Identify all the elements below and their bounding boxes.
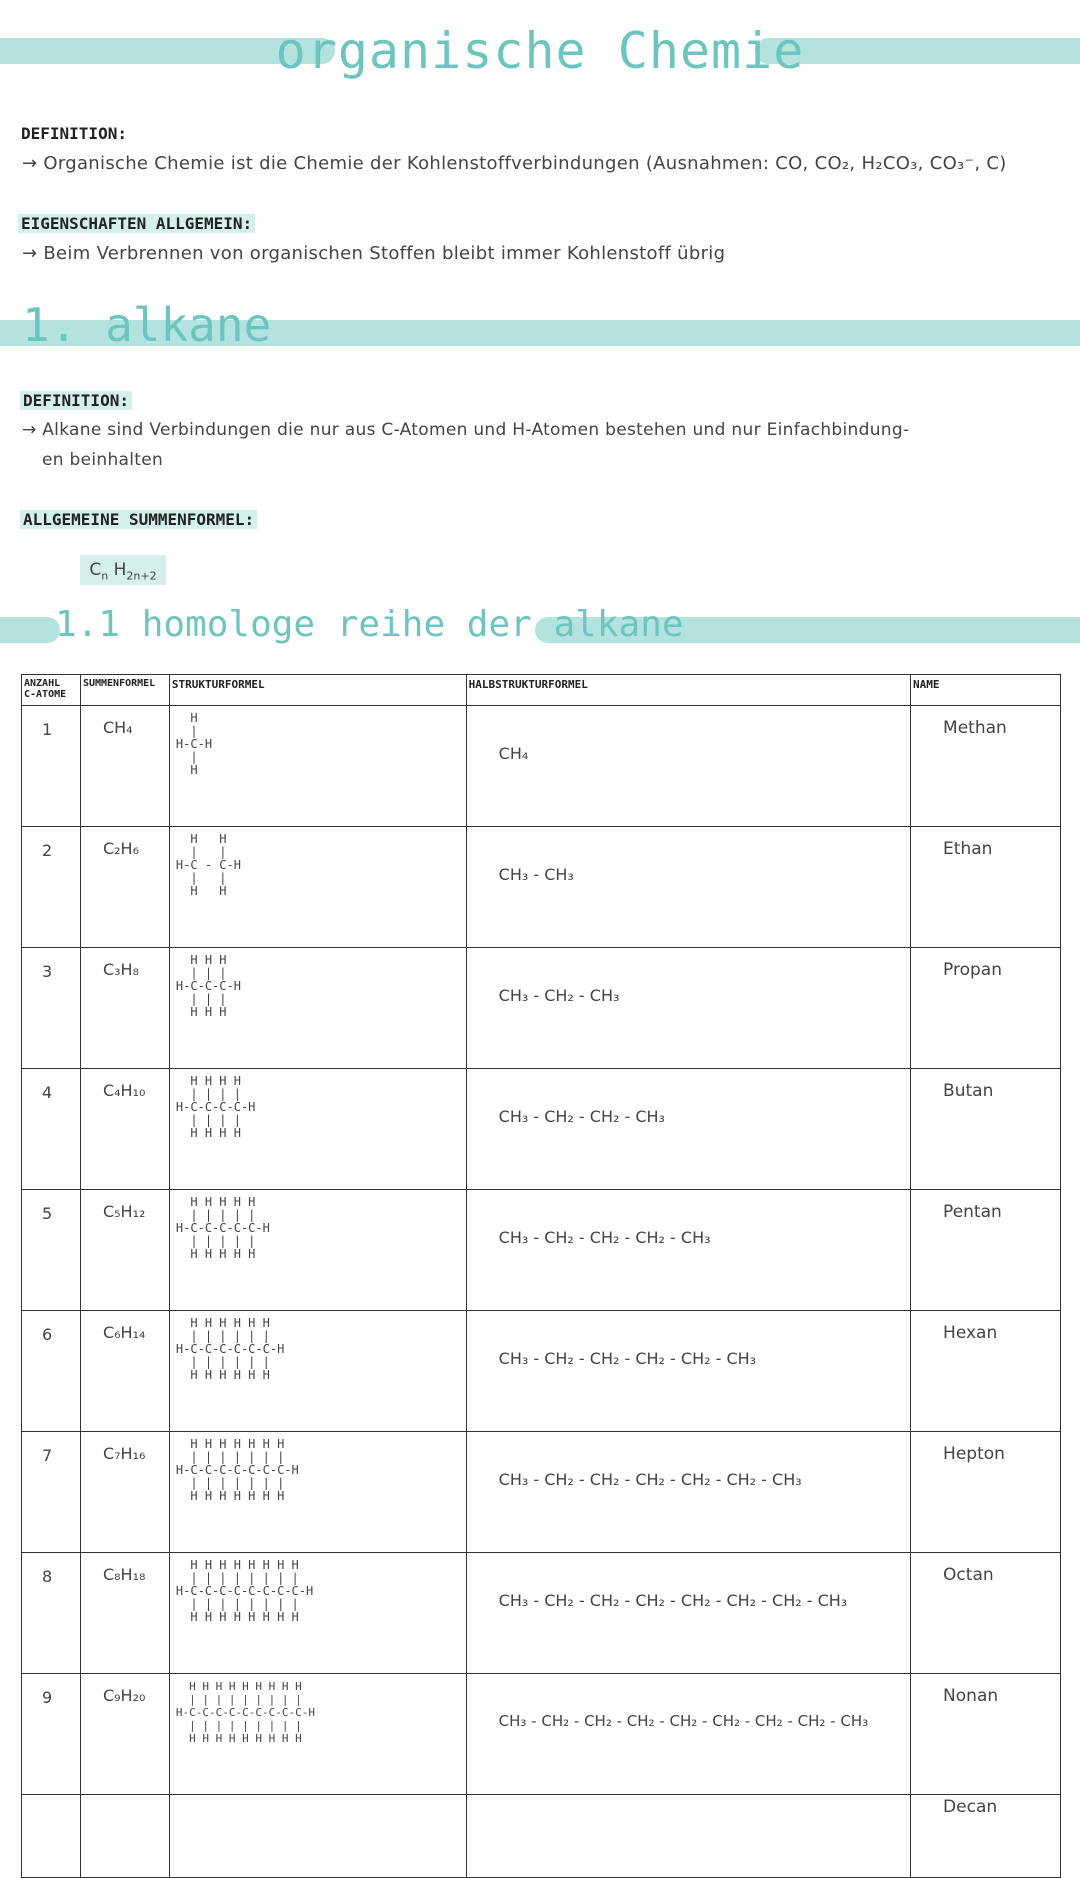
cell-strukturformel <box>169 1553 466 1674</box>
cell-halbstrukturformel: CH₃ - CH₂ - CH₂ - CH₂ - CH₂ - CH₂ - CH₂ - CH₃ <box>466 1553 910 1674</box>
cell-halbstrukturformel: CH₃ - CH₂ - CH₂ - CH₂ - CH₃ <box>466 1190 910 1311</box>
definition-label: DEFINITION: <box>21 124 127 143</box>
cell-halbstrukturformel: CH₃ - CH₂ - CH₂ - CH₂ - CH₂ - CH₃ <box>466 1311 910 1432</box>
strukturformel-text: H H H H | | | | H-C-C-C-C-H | | | | H H H H <box>175 1074 256 1140</box>
cell-strukturformel <box>169 1069 466 1190</box>
cell-halbstrukturformel: CH₃ - CH₂ - CH₂ - CH₂ - CH₂ - CH₂ - CH₃ <box>466 1432 910 1553</box>
table-row <box>22 1432 1061 1553</box>
cell-summenformel: C₅H₁₂ <box>80 1190 169 1311</box>
strukturformel-text: H H H H H | | | | | H-C-C-C-C-C-H | | | | | H H H H H <box>175 1195 270 1261</box>
cell-halbstrukturformel: CH₃ - CH₃ <box>466 827 910 948</box>
section11-heading: 1.1 homologe reihe der alkane <box>55 604 684 645</box>
cell-name: Decan <box>911 1795 1061 1878</box>
alkane-definition-line2: en beinhalten <box>42 450 164 470</box>
cell-summenformel: C₇H₁₆ <box>80 1432 169 1553</box>
cell-strukturformel <box>169 1311 466 1432</box>
cell-name: Hepton <box>911 1432 1061 1553</box>
cell-anzahl: 4 <box>22 1069 81 1190</box>
table-row <box>22 1674 1061 1795</box>
cell-halbstrukturformel: CH₄ <box>466 706 910 827</box>
cell-anzahl: 9 <box>22 1674 81 1795</box>
header-halbstrukturformel: HALBSTRUKTURFORMEL <box>466 675 910 706</box>
table-header-row <box>22 675 1061 706</box>
section1-heading: 1. alkane <box>22 298 272 352</box>
definition-text: → Organische Chemie ist die Chemie der Kohlenstoffverbindungen (Ausnahmen: CO, CO₂, H₂CO₃, CO₃⁻, C) <box>22 153 1007 174</box>
cell-name: Pentan <box>911 1190 1061 1311</box>
cell-anzahl: 2 <box>22 827 81 948</box>
cell-summenformel: C₉H₂₀ <box>80 1674 169 1795</box>
header-name: NAME <box>911 675 1061 706</box>
eigenschaften-label: EIGENSCHAFTEN ALLGEMEIN: <box>18 214 255 233</box>
cell-name: Hexan <box>911 1311 1061 1432</box>
cell-strukturformel <box>169 948 466 1069</box>
cell-anzahl: 1 <box>22 706 81 827</box>
cell-anzahl: 3 <box>22 948 81 1069</box>
summenformel-label: ALLGEMEINE SUMMENFORMEL: <box>20 510 257 529</box>
cell-halbstrukturformel: CH₃ - CH₂ - CH₃ <box>466 948 910 1069</box>
homologe-reihe-table <box>21 674 1061 1878</box>
cell-anzahl: 7 <box>22 1432 81 1553</box>
cell-name: Ethan <box>911 827 1061 948</box>
header-summenformel: SUMMENFORMEL <box>80 675 169 706</box>
alkane-definition-label: DEFINITION: <box>20 391 132 410</box>
cell-strukturformel <box>169 1674 466 1795</box>
table-row <box>22 1069 1061 1190</box>
cell-summenformel: CH₄ <box>80 706 169 827</box>
section11-bar-left <box>0 617 60 643</box>
cell-strukturformel <box>169 1432 466 1553</box>
cell-summenformel: C₈H₁₈ <box>80 1553 169 1674</box>
cell-summenformel: C₄H₁₀ <box>80 1069 169 1190</box>
header-anzahl: ANZAHL C-ATOME <box>22 675 81 706</box>
cell-strukturformel <box>169 1190 466 1311</box>
table-row <box>22 1311 1061 1432</box>
cell-name: Nonan <box>911 1674 1061 1795</box>
table-row <box>22 948 1061 1069</box>
cell-summenformel: C₂H₆ <box>80 827 169 948</box>
header-strukturformel: STRUKTURFORMEL <box>169 675 466 706</box>
strukturformel-text: H H H | | | H-C-C-C-H | | | H H H <box>175 953 241 1019</box>
cell-summenformel: C₆H₁₄ <box>80 1311 169 1432</box>
strukturformel-text: H H H H H H H H H | | | | | | | | | H-C-C-C-C-C-C-C-C-C-H | | | | | | | | | H H H H H H H H H <box>175 1680 315 1745</box>
cell-strukturformel <box>169 827 466 948</box>
eigenschaften-text: → Beim Verbrennen von organischen Stoffen bleibt immer Kohlenstoff übrig <box>22 243 726 264</box>
strukturformel-text: H H H H H H H H | | | | | | | | H-C-C-C-C-C-C-C-C-H | | | | | | | | H H H H H H H H <box>175 1558 314 1624</box>
cell-anzahl: 6 <box>22 1311 81 1432</box>
cell-halbstrukturformel: CH₃ - CH₂ - CH₂ - CH₃ <box>466 1069 910 1190</box>
table-row <box>22 1553 1061 1674</box>
table-row <box>22 706 1061 827</box>
cell-anzahl: 8 <box>22 1553 81 1674</box>
cell-strukturformel <box>169 706 466 827</box>
strukturformel-text: H | H-C-H | H <box>175 711 213 777</box>
strukturformel-text: H H | | H-C - C-H | | H H <box>175 832 241 898</box>
table-row <box>22 827 1061 948</box>
cell-halbstrukturformel: CH₃ - CH₂ - CH₂ - CH₂ - CH₂ - CH₂ - CH₂ - CH₂ - CH₃ <box>466 1674 910 1795</box>
page-title: organische Chemie <box>275 22 805 80</box>
strukturformel-text: H H H H H H | | | | | | H-C-C-C-C-C-C-H | | | | | | H H H H H H <box>175 1316 285 1382</box>
cell-name: Butan <box>911 1069 1061 1190</box>
cell-name: Octan <box>911 1553 1061 1674</box>
general-formula: $C_n$ $H_{2n+2}$ <box>80 555 166 585</box>
table-row <box>22 1190 1061 1311</box>
cell-name: Propan <box>911 948 1061 1069</box>
table-row <box>22 1795 1061 1878</box>
cell-summenformel: C₃H₈ <box>80 948 169 1069</box>
alkane-definition-line1: → Alkane sind Verbindungen die nur aus C-Atomen und H-Atomen bestehen und nur Einfachbindung- <box>22 420 910 440</box>
strukturformel-text: H H H H H H H | | | | | | | H-C-C-C-C-C-C-C-H | | | | | | | H H H H H H H <box>175 1437 299 1503</box>
cell-name: Methan <box>911 706 1061 827</box>
cell-anzahl: 5 <box>22 1190 81 1311</box>
